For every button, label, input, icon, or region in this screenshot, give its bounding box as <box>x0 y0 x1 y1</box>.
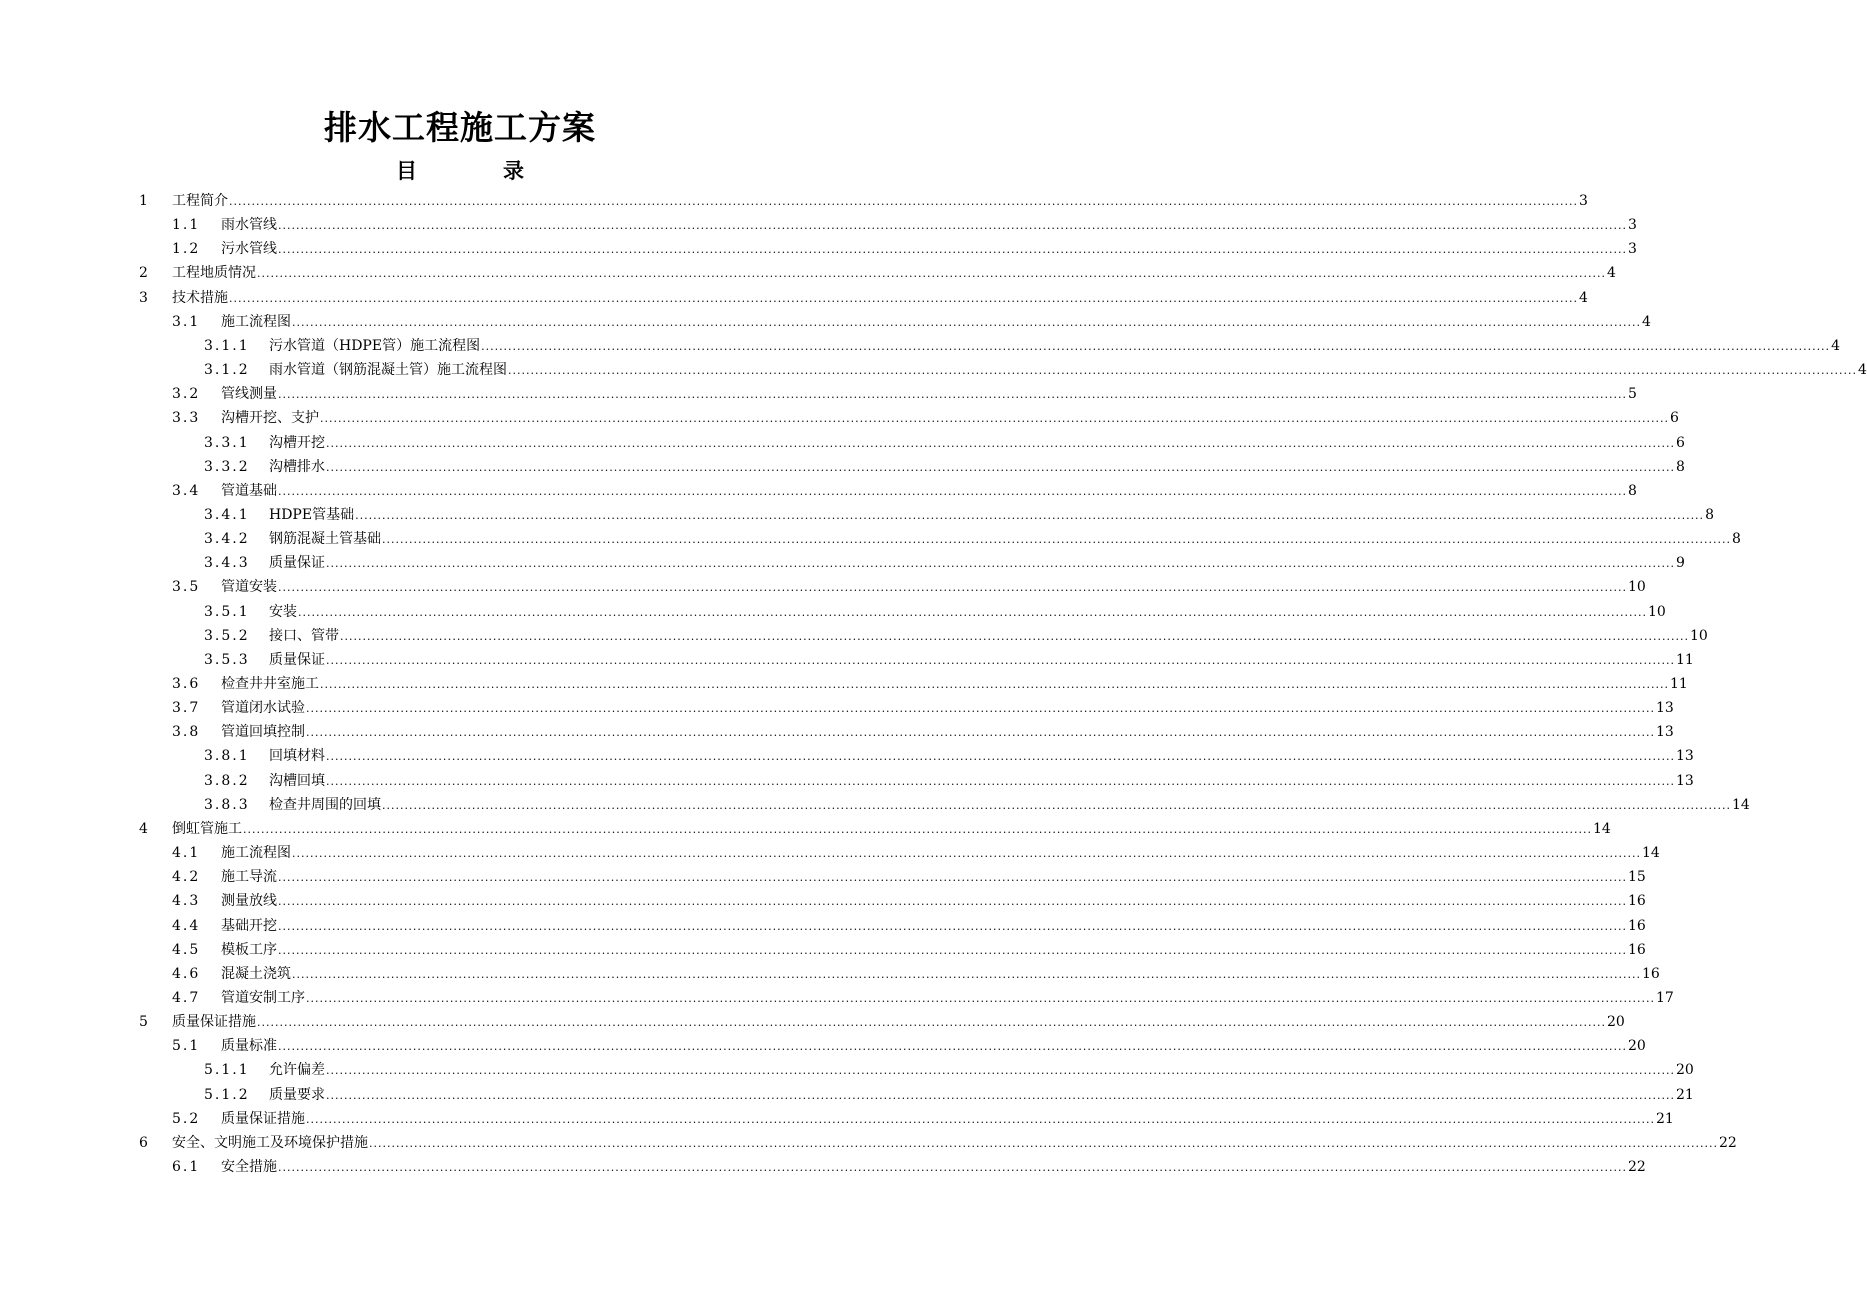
toc-entry-label: 施工导流 <box>221 869 277 886</box>
toc-entry-page: 14 <box>1731 796 1750 813</box>
toc-entry-page: 13 <box>1655 724 1674 741</box>
toc-entry-number: 3.8 <box>172 724 201 741</box>
toc-entry[interactable] <box>0 286 1588 310</box>
toc-entry-number: 3.1 <box>172 313 201 330</box>
toc-entry[interactable] <box>0 431 1685 455</box>
toc-entry-number: 3.8.1 <box>204 748 250 765</box>
toc-entry-label: 沟槽开挖、支护 <box>221 410 319 427</box>
toc-entry[interactable] <box>0 334 1840 358</box>
toc-entry-page: 13 <box>1675 748 1694 765</box>
toc-entry-page: 22 <box>1718 1134 1737 1151</box>
toc-entry-number: 3.4.3 <box>204 555 250 572</box>
toc-entry[interactable] <box>0 696 1674 720</box>
toc-entry-number: 3.5.1 <box>204 603 250 620</box>
toc-entry-page: 10 <box>1627 579 1646 596</box>
toc-entry-number: 3.4.2 <box>204 531 250 548</box>
toc-entry[interactable] <box>0 720 1674 744</box>
toc-leader-dots: ............................................................................................................................................................................................................................................................................................................ <box>320 678 1669 691</box>
toc-entry[interactable] <box>0 1083 1694 1107</box>
toc-entry[interactable] <box>0 503 1714 527</box>
toc-entry[interactable] <box>0 189 1588 213</box>
toc-entry-label: 管道闭水试验 <box>221 700 305 717</box>
toc-entry[interactable] <box>0 841 1660 865</box>
toc-entry[interactable] <box>0 793 1750 817</box>
toc-entry-label: 质量要求 <box>269 1086 325 1103</box>
toc-entry[interactable] <box>0 1107 1674 1131</box>
toc-entry-label: HDPE管基础 <box>269 506 355 523</box>
toc-leader-dots: ............................................................................................................................................................................................................................................................................................................ <box>326 460 1675 474</box>
toc-entry-page: 15 <box>1627 869 1646 886</box>
toc-entry-page: 6 <box>1669 410 1679 427</box>
toc-leader-dots: ............................................................................................................................................................................................................................................................................................................ <box>481 339 1831 353</box>
toc-leader-dots: ............................................................................................................................................................................................................................................................................................................ <box>257 267 1606 281</box>
toc-leader-dots: ............................................................................................................................................................................................................................................................................................................ <box>292 967 1641 981</box>
toc-entry-label: 接口、管带 <box>269 627 339 644</box>
toc-heading-left: 目 <box>396 158 417 183</box>
toc-entry[interactable] <box>0 914 1646 938</box>
toc-entry-label: 质量保证措施 <box>221 1110 305 1127</box>
toc-entry-label: 检查井周围的回填 <box>269 796 381 813</box>
toc-entry-label: 模板工序 <box>221 941 277 958</box>
toc-entry-page: 16 <box>1627 893 1646 910</box>
toc-entry-number: 4.3 <box>172 893 201 910</box>
toc-entry-label: 工程地质情况 <box>172 265 256 282</box>
toc-leader-dots: ............................................................................................................................................................................................................................................................................................................ <box>326 653 1675 667</box>
toc-entry[interactable] <box>0 962 1660 986</box>
toc-entry-number: 3.8.3 <box>204 796 250 813</box>
toc-leader-dots: ............................................................................................................................................................................................................................................................................................................ <box>229 195 1578 208</box>
toc-entry-number: 1.1 <box>172 217 201 234</box>
toc-entry[interactable] <box>0 358 1867 382</box>
toc-leader-dots: ............................................................................................................................................................................................................................................................................................................ <box>306 702 1655 716</box>
toc-heading <box>0 154 920 188</box>
toc-entry[interactable] <box>0 1034 1646 1058</box>
toc-leader-dots: ............................................................................................................................................................................................................................................................................................................ <box>326 436 1675 450</box>
toc-entry[interactable] <box>0 600 1666 624</box>
toc-entry[interactable] <box>0 455 1685 479</box>
toc-entry-number: 3.5.2 <box>204 627 250 644</box>
toc-entry-label: 安全、文明施工及环境保护措施 <box>172 1134 368 1151</box>
toc-entry-page: 16 <box>1627 941 1646 958</box>
toc-entry-label: 施工流程图 <box>221 313 291 330</box>
toc-entry-page: 3 <box>1627 241 1637 258</box>
toc-heading-right: 录 <box>503 158 524 183</box>
toc-entry[interactable] <box>0 624 1708 648</box>
toc-entry-label: 施工流程图 <box>221 845 291 862</box>
toc-entry[interactable] <box>0 1155 1646 1179</box>
toc-entry-label: 检查井井室施工 <box>221 676 319 692</box>
toc-entry-label: 管道安制工序 <box>221 989 305 1006</box>
toc-entry-number: 3.6 <box>172 676 201 692</box>
toc-leader-dots: ............................................................................................................................................................................................................................................................................................................ <box>278 581 1627 595</box>
toc-entry-number: 6 <box>139 1134 148 1151</box>
toc-entry-label: 管道安装 <box>221 579 277 596</box>
toc-entry-page: 13 <box>1675 772 1694 789</box>
toc-leader-dots: ............................................................................................................................................................................................................................................................................................................ <box>326 1064 1675 1078</box>
toc-leader-dots: ............................................................................................................................................................................................................................................................................................................ <box>508 364 1857 378</box>
toc-entry-number: 4.6 <box>172 965 201 982</box>
toc-leader-dots: ............................................................................................................................................................................................................................................................................................................ <box>326 774 1675 788</box>
toc-entry-page: 3 <box>1578 193 1588 209</box>
toc-entry[interactable] <box>0 1131 1737 1155</box>
toc-entry-label: 雨水管线 <box>221 217 277 234</box>
toc-entry-number: 4.4 <box>172 917 201 934</box>
toc-entry-number: 1 <box>139 193 148 209</box>
toc-entry-label: 安全措施 <box>221 1159 277 1175</box>
toc-entry-label: 雨水管道（钢筋混凝土管）施工流程图 <box>269 362 507 379</box>
toc-entry-number: 5 <box>139 1014 148 1031</box>
toc-entry-number: 5.2 <box>172 1110 201 1127</box>
toc-entry-label: 管道基础 <box>221 482 277 499</box>
toc-entry-label: 安装 <box>269 603 297 620</box>
toc-entry-number: 3.5 <box>172 579 201 596</box>
toc-entry-number: 3.4.1 <box>204 506 250 523</box>
toc-entry[interactable] <box>0 551 1685 575</box>
toc-entry-page: 3 <box>1627 217 1637 234</box>
toc-leader-dots: ............................................................................................................................................................................................................................................................................................................ <box>326 750 1675 764</box>
toc-entry[interactable] <box>0 817 1611 841</box>
toc-entry-label: 钢筋混凝土管基础 <box>269 531 381 548</box>
toc-leader-dots: ............................................................................................................................................................................................................................................................................................................ <box>278 943 1627 957</box>
toc-leader-dots: ............................................................................................................................................................................................................................................................................................................ <box>278 871 1627 885</box>
toc-entry[interactable] <box>0 479 1637 503</box>
toc-entry-number: 4.7 <box>172 989 201 1006</box>
toc-entry-page: 20 <box>1606 1014 1625 1031</box>
toc-entry-label: 质量保证 <box>269 555 325 572</box>
toc-leader-dots: ............................................................................................................................................................................................................................................................................................................ <box>340 629 1689 643</box>
toc-entry-page: 14 <box>1641 845 1660 862</box>
toc-leader-dots: ............................................................................................................................................................................................................................................................................................................ <box>369 1136 1718 1150</box>
toc-leader-dots: ............................................................................................................................................................................................................................................................................................................ <box>326 1088 1675 1102</box>
toc-entry-label: 倒虹管施工 <box>172 820 242 837</box>
toc-leader-dots: ............................................................................................................................................................................................................................................................................................................ <box>257 1016 1606 1030</box>
toc-entry-page: 21 <box>1675 1086 1694 1103</box>
toc-entry[interactable] <box>0 672 1688 696</box>
toc-entry-number: 3 <box>139 289 148 306</box>
toc-entry-label: 质量保证 <box>269 651 325 668</box>
toc-entry-number: 6.1 <box>172 1159 201 1175</box>
toc-entry[interactable] <box>0 648 1694 672</box>
toc-leader-dots: ............................................................................................................................................................................................................................................................................................................ <box>292 315 1641 329</box>
toc-leader-dots: ............................................................................................................................................................................................................................................................................................................ <box>278 484 1627 498</box>
toc-entry-label: 污水管线 <box>221 241 277 258</box>
toc-entry-page: 9 <box>1675 555 1685 572</box>
toc-entry[interactable] <box>0 237 1637 261</box>
toc-entry-label: 测量放线 <box>221 893 277 910</box>
toc-entry-number: 3.4 <box>172 482 201 499</box>
toc-entry-number: 3.1.2 <box>204 362 250 379</box>
toc-entry-label: 技术措施 <box>172 289 228 306</box>
toc-leader-dots: ............................................................................................................................................................................................................................................................................................................ <box>243 822 1592 836</box>
toc-entry-page: 14 <box>1592 820 1611 837</box>
toc-entry-page: 16 <box>1641 965 1660 982</box>
toc-entry-number: 1.2 <box>172 241 201 258</box>
toc-entry-number: 5.1 <box>172 1038 201 1055</box>
toc-entry-page: 17 <box>1655 989 1674 1006</box>
toc-entry-page: 21 <box>1655 1110 1674 1127</box>
toc-entry[interactable] <box>0 213 1637 237</box>
toc-entry-page: 10 <box>1647 603 1666 620</box>
toc-entry[interactable] <box>0 261 1616 285</box>
toc-leader-dots: ............................................................................................................................................................................................................................................................................................................ <box>382 798 1731 812</box>
toc-entry[interactable] <box>0 1058 1694 1082</box>
toc-entry-label: 沟槽排水 <box>269 458 325 475</box>
toc-entry-label: 污水管道（HDPE管）施工流程图 <box>269 337 481 354</box>
toc-leader-dots: ............................................................................................................................................................................................................................................................................................................ <box>320 412 1669 426</box>
toc-entry-page: 8 <box>1731 531 1741 548</box>
toc-entry-number: 3.2 <box>172 386 201 403</box>
toc-entry-number: 3.3.1 <box>204 434 250 451</box>
toc-entry-page: 6 <box>1675 434 1685 451</box>
toc-leader-dots: ............................................................................................................................................................................................................................................................................................................ <box>306 991 1655 1005</box>
toc-entry-label: 沟槽回填 <box>269 772 325 789</box>
toc-entry-page: 4 <box>1578 289 1588 306</box>
toc-entry-number: 3.3.2 <box>204 458 250 475</box>
toc-entry[interactable] <box>0 865 1646 889</box>
toc-entry-page: 20 <box>1627 1038 1646 1055</box>
toc-entry-label: 回填材料 <box>269 748 325 765</box>
toc-leader-dots: ............................................................................................................................................................................................................................................................................................................ <box>278 243 1627 257</box>
toc-entry-page: 5 <box>1627 386 1637 403</box>
toc-entry[interactable] <box>0 769 1694 793</box>
toc-entry-page: 4 <box>1606 265 1616 282</box>
toc-entry-number: 5.1.2 <box>204 1086 250 1103</box>
toc-entry-page: 4 <box>1857 362 1867 379</box>
toc-entry-page: 11 <box>1675 651 1694 668</box>
toc-entry-page: 4 <box>1641 313 1651 330</box>
toc-leader-dots: ............................................................................................................................................................................................................................................................................................................ <box>382 533 1731 547</box>
toc-leader-dots: ............................................................................................................................................................................................................................................................................................................ <box>278 1040 1627 1054</box>
toc-entry-page: 10 <box>1689 627 1708 644</box>
toc-entry-label: 管道回填控制 <box>221 724 305 741</box>
toc-entry[interactable] <box>0 938 1646 962</box>
toc-entry-page: 11 <box>1669 676 1688 692</box>
toc-leader-dots: ............................................................................................................................................................................................................................................................................................................ <box>278 1161 1627 1174</box>
toc-leader-dots: ............................................................................................................................................................................................................................................................................................................ <box>326 557 1675 571</box>
toc-entry-number: 5.1.1 <box>204 1062 250 1079</box>
toc-entry[interactable] <box>0 406 1679 430</box>
toc-entry-number: 4.1 <box>172 845 201 862</box>
toc-leader-dots: ............................................................................................................................................................................................................................................................................................................ <box>306 726 1655 740</box>
toc-entry-label: 沟槽开挖 <box>269 434 325 451</box>
toc-leader-dots: ............................................................................................................................................................................................................................................................................................................ <box>278 895 1627 909</box>
toc-entry-page: 22 <box>1627 1159 1646 1175</box>
document-title: 排水工程施工方案 <box>324 108 596 147</box>
toc-entry-number: 3.3 <box>172 410 201 427</box>
toc-entry-page: 4 <box>1831 337 1840 354</box>
toc-entry[interactable] <box>0 575 1646 599</box>
toc-entry-number: 4 <box>139 820 148 837</box>
toc-leader-dots: ............................................................................................................................................................................................................................................................................................................ <box>306 1112 1655 1126</box>
toc-leader-dots: ............................................................................................................................................................................................................................................................................................................ <box>278 388 1627 402</box>
toc-entry[interactable] <box>0 986 1674 1010</box>
toc-entry[interactable] <box>0 1010 1625 1034</box>
toc-entry[interactable] <box>0 310 1651 334</box>
toc-entry-number: 3.1.1 <box>204 337 250 354</box>
toc-entry-number: 3.8.2 <box>204 772 250 789</box>
toc-entry[interactable] <box>0 382 1637 406</box>
toc-entry[interactable] <box>0 889 1646 913</box>
toc-entry-number: 2 <box>139 265 148 282</box>
toc-entry-label: 管线测量 <box>221 386 277 403</box>
toc-entry-label: 工程简介 <box>172 193 228 209</box>
toc-entry-page: 13 <box>1655 700 1674 717</box>
toc-leader-dots: ............................................................................................................................................................................................................................................................................................................ <box>278 219 1627 233</box>
toc-entry-page: 8 <box>1705 506 1714 523</box>
toc-entry-label: 混凝土浇筑 <box>221 965 291 982</box>
toc-entry[interactable] <box>0 744 1694 768</box>
toc-entry-number: 3.7 <box>172 700 201 717</box>
toc-leader-dots: ............................................................................................................................................................................................................................................................................................................ <box>355 508 1705 522</box>
toc-entry-number: 4.5 <box>172 941 201 958</box>
toc-entry-label: 允许偏差 <box>269 1062 325 1079</box>
toc-entry-page: 20 <box>1675 1062 1694 1079</box>
toc-leader-dots: ............................................................................................................................................................................................................................................................................................................ <box>298 605 1647 619</box>
toc-entry-number: 4.2 <box>172 869 201 886</box>
toc-leader-dots: ............................................................................................................................................................................................................................................................................................................ <box>292 847 1641 861</box>
toc-entry-page: 16 <box>1627 917 1646 934</box>
toc-entry-page: 8 <box>1627 482 1637 499</box>
toc-leader-dots: ............................................................................................................................................................................................................................................................................................................ <box>229 291 1578 305</box>
toc-entry-number: 3.5.3 <box>204 651 250 668</box>
toc-entry-label: 质量标准 <box>221 1038 277 1055</box>
toc-entry[interactable] <box>0 527 1741 551</box>
toc-entry-page: 8 <box>1675 458 1685 475</box>
toc-entry-label: 基础开挖 <box>221 917 277 934</box>
toc-leader-dots: ............................................................................................................................................................................................................................................................................................................ <box>278 919 1627 933</box>
toc-entry-label: 质量保证措施 <box>172 1014 256 1031</box>
